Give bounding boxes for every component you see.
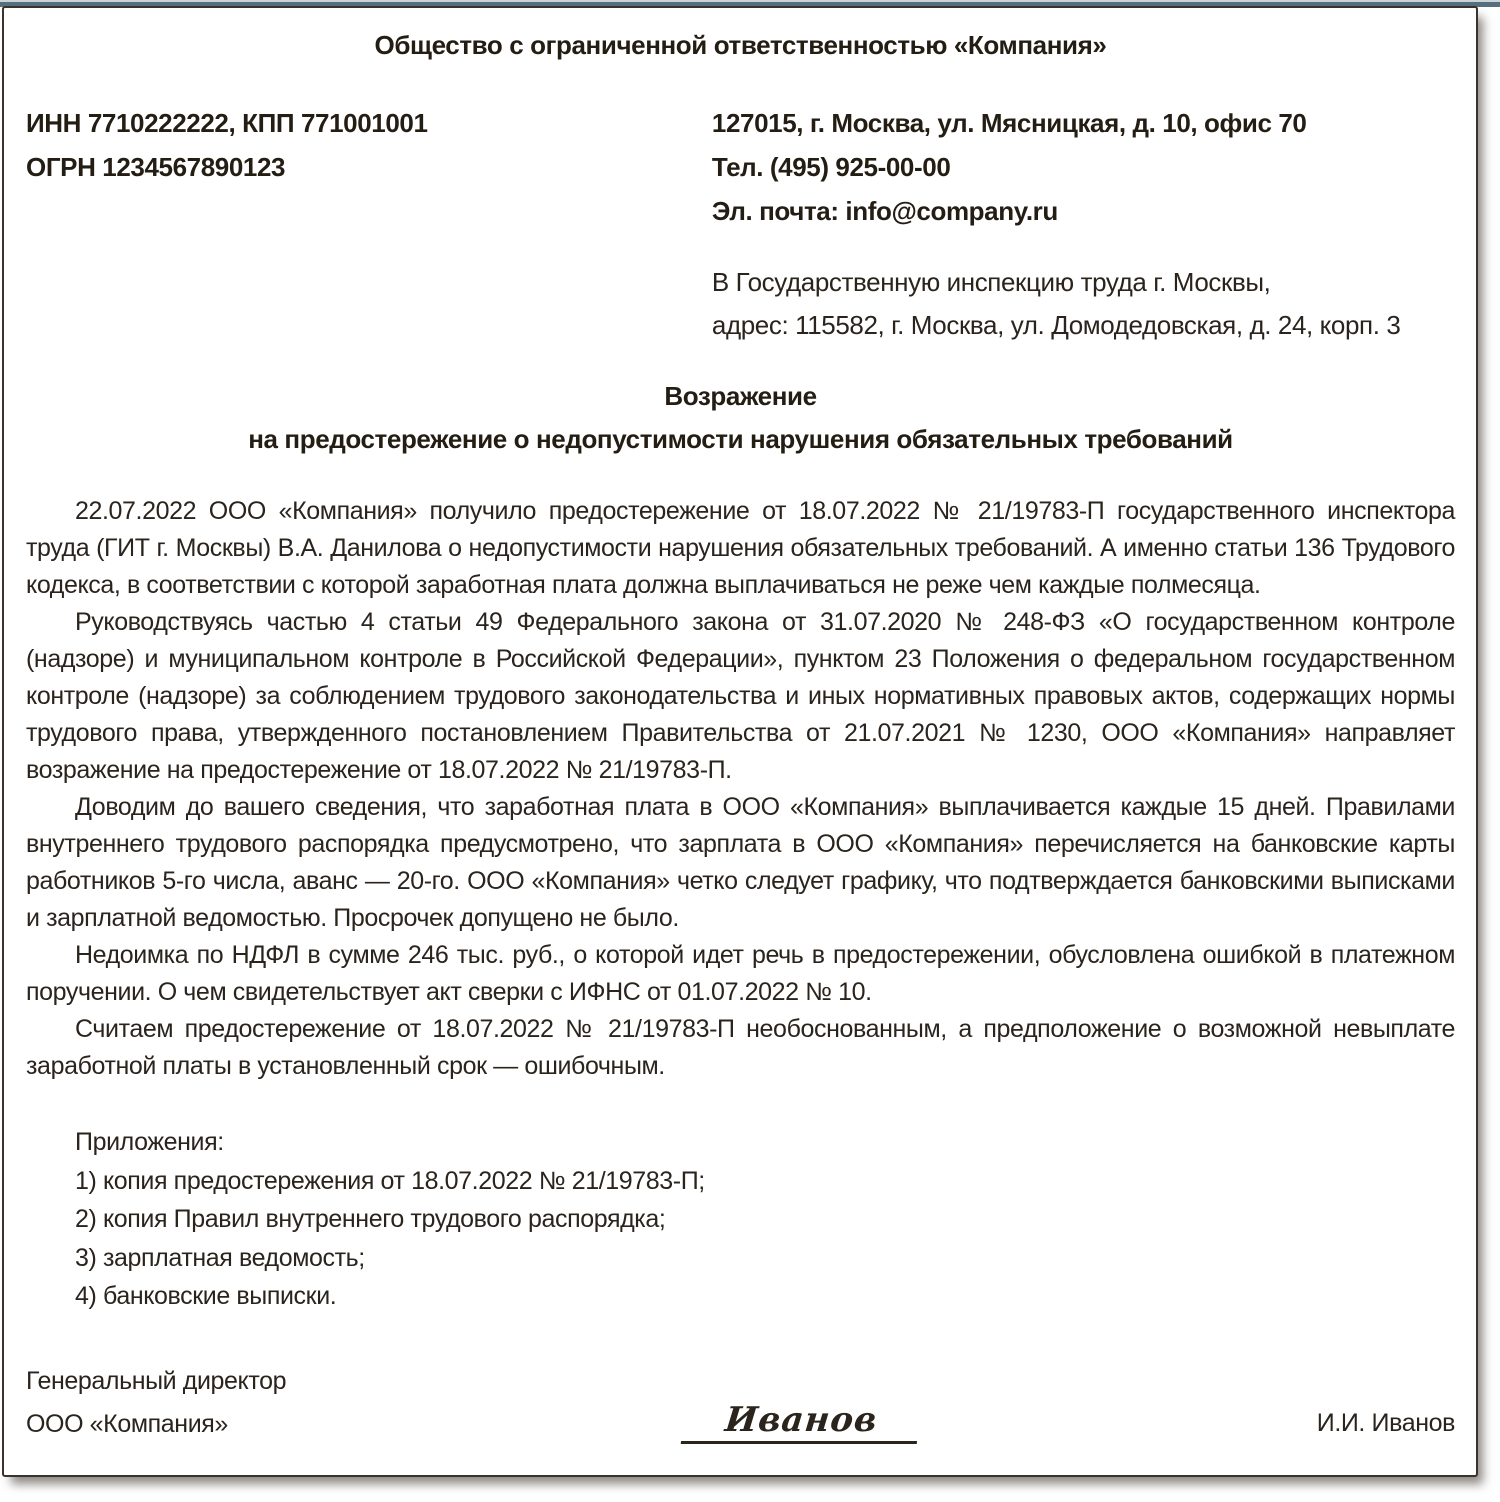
signatory-name: И.И. Иванов: [1316, 1408, 1455, 1437]
company-email-line: Эл. почта: info@company.ru: [711, 196, 1058, 226]
requisites-left-column: [26, 101, 712, 233]
addressee-block: [712, 261, 1455, 347]
attachment-item: 1) копия предостережения от 18.07.2022 № 21/19783-П;: [75, 1166, 705, 1195]
inn-kpp-line: ИНН 7710222222, КПП 771001001: [26, 108, 428, 138]
company-address-line: 127015, г. Москва, ул. Мясницкая, д. 10, офис 70: [711, 108, 1307, 138]
attachments-heading: Приложения:: [75, 1128, 224, 1156]
body-paragraph: Считаем предостережение от 18.07.2022 № 21/19783-П необоснованным, а предположение о возможной невыплате заработной платы в установленный срок — ошибочным.: [26, 1015, 1455, 1080]
document-title-line-1: Возражение: [664, 381, 817, 411]
document-title: [26, 375, 1455, 461]
document-page: [2, 6, 1478, 1477]
signatory-position: Генеральный директор: [26, 1366, 287, 1395]
signature-block: [26, 1360, 1455, 1446]
body-paragraph: Доводим до вашего сведения, что заработная плата в ООО «Компания» выплачивается каждые 15 дней. Правилами внутреннего трудового распорядка предусмотрено, что зарплата в ООО «Компания» перечисляется на банковские карты работников 5-го числа, аванс — 20-го. ООО «Компания» четко следует графику, что подтверждается банковскими выписками и зарплатной ведомостью. Просрочек допущено не было.: [26, 793, 1455, 932]
document-body: [26, 493, 1455, 1085]
addressee-org-line: В Государственную инспекцию труда г. Москвы,: [711, 267, 1271, 297]
body-paragraph: 22.07.2022 ООО «Компания» получило предостережение от 18.07.2022 № 21/19783-П государственного инспектора труда (ГИТ г. Москвы) В.А. Данилова о недопустимости нарушения обязательных требований. А именно статьи 136 Трудового кодекса, в соответствии с которой заработная плата должна выплачиваться не реже чем каждые полмесяца.: [26, 497, 1455, 599]
signatory-company: ООО «Компания»: [26, 1409, 228, 1438]
signature-line-area: [286, 1401, 1317, 1446]
attachment-item: 4) банковские выписки.: [75, 1282, 337, 1310]
signatory-position-block: [26, 1360, 286, 1446]
body-paragraph: Недоимка по НДФЛ в сумме 246 тыс. руб., о которой идет речь в предостережении, обусловлена ошибкой в платежном поручении. О чем свидетельствует акт сверки с ИФНС от 01.07.2022 № 10.: [26, 941, 1455, 1006]
company-phone-line: Тел. (495) 925-00-00: [711, 152, 951, 182]
attachment-item: 3) зарплатная ведомость;: [75, 1243, 365, 1272]
attachment-item: 2) копия Правил внутреннего трудового распорядка;: [75, 1205, 666, 1233]
requisites-right-column: [712, 101, 1455, 233]
body-paragraph: Руководствуясь частью 4 статьи 49 Федерального закона от 31.07.2020 № 248-ФЗ «О государственном контроле (надзоре) и муниципальном контроле в Российской Федерации», пунктом 23 Положения о федеральном государственном контроле (надзоре) за соблюдением трудового законодательства и иных нормативных правовых актов, содержащих нормы трудового права, утвержденного постановлением Правительства от 21.07.2021 № 1230, ООО «Компания» направляет возражение на предостережение от 18.07.2022 № 21/19783-П.: [26, 608, 1455, 784]
handwritten-signature: Иванов: [681, 1401, 922, 1444]
letterhead-requisites: [26, 101, 1455, 233]
addressee-address-line: адрес: 115582, г. Москва, ул. Домодедовская, д. 24, корп. 3: [711, 310, 1401, 340]
attachments-block: [26, 1123, 1455, 1316]
ogrn-line: ОГРН 1234567890123: [26, 152, 286, 182]
document-title-line-2: на предостережение о недопустимости нарушения обязательных требований: [248, 424, 1233, 454]
company-name-header: Общество с ограниченной ответственностью «Компания»: [374, 30, 1107, 60]
